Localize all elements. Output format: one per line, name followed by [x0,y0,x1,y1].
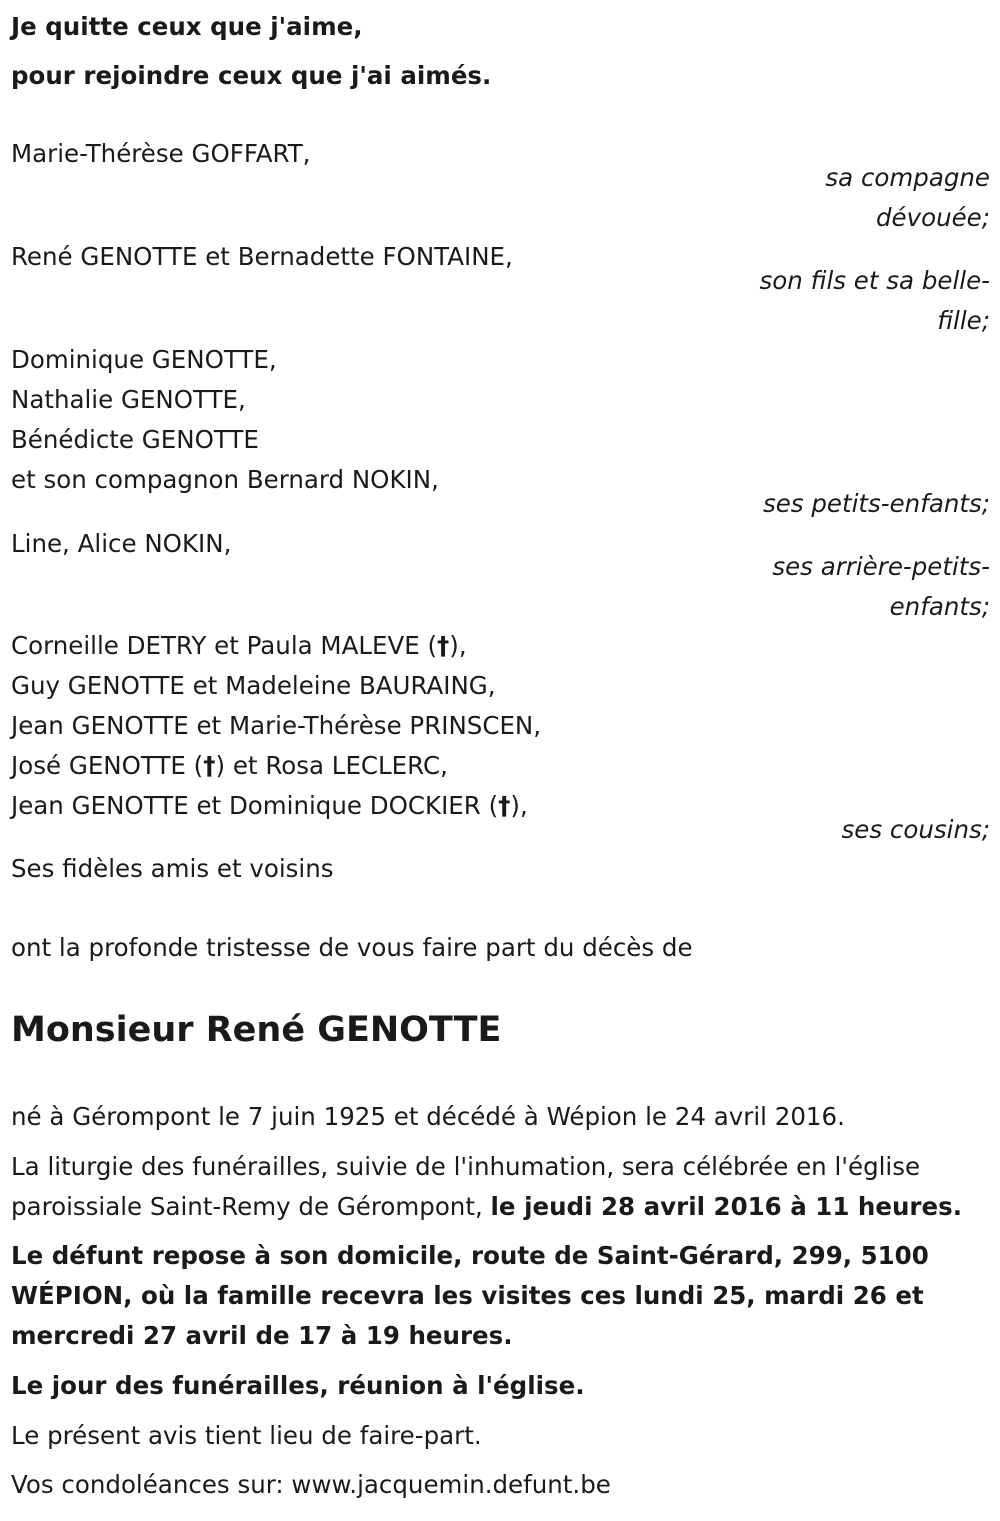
rest-line-3: mercredi 27 avril de 17 à 19 heures. [11,1321,513,1350]
grandchild-name: Bénédicte GENOTTE [11,425,259,454]
cousin-line: Jean GENOTTE et Marie-Thérèse PRINSCEN, [11,711,542,740]
condolences-line: Vos condoléances sur: www.jacquemin.defunt.be [11,1470,611,1499]
grandchild-name: Nathalie GENOTTE, [11,385,246,414]
notice-line: Le présent avis tient lieu de faire-part. [11,1421,482,1450]
funeral-datetime: le jeudi 28 avril 2016 à 11 heures. [490,1192,963,1221]
companion-name: Marie-Thérèse GOFFART, [11,139,311,168]
grandchildren-role: ses petits-enfants; [762,489,990,518]
liturgy-line-2: paroissiale Saint-Remy de Gérompont, le jeudi 28 avril 2016 à 11 heures. [11,1192,963,1221]
cousin-line: Guy GENOTTE et Madeleine BAURAING, [11,671,496,700]
cousin-line: José GENOTTE (†) et Rosa LECLERC, [11,751,448,780]
friends-line: Ses fidèles amis et voisins [11,854,334,883]
grandchild-partner: et son compagnon Bernard NOKIN, [11,465,439,494]
epigraph-line-2: pour rejoindre ceux que j'ai aimés. [11,61,492,90]
son-role-line-2: fille; [937,306,990,335]
epigraph-line-1: Je quitte ceux que j'aime, [11,12,363,41]
cross-icon: † [498,791,511,820]
meeting-line: Le jour des funérailles, réunion à l'église. [11,1371,585,1400]
cross-icon: † [437,631,450,660]
cousins-role: ses cousins; [841,815,990,844]
cousin-line: Corneille DETRY et Paula MALEVE (†), [11,631,467,660]
companion-role-line-2: dévouée; [875,203,990,232]
great-grandchildren-role-line-1: ses arrière-petits- [772,552,990,581]
companion-role-line-1: sa compagne [825,163,990,192]
great-grandchildren-name: Line, Alice NOKIN, [11,529,232,558]
liturgy-line-1: La liturgie des funérailles, suivie de l'inhumation, sera célébrée en l'église [11,1152,921,1181]
son-role-line-1: son fils et sa belle- [759,266,990,295]
announcement-text: ont la profonde tristesse de vous faire part du décès de [11,933,693,962]
rest-line-1: Le défunt repose à son domicile, route de Saint-Gérard, 299, 5100 [11,1241,929,1270]
son-name: René GENOTTE et Bernadette FONTAINE, [11,242,513,271]
rest-line-2: WÉPION, où la famille recevra les visites ces lundi 25, mardi 26 et [11,1281,924,1310]
great-grandchildren-role-line-2: enfants; [889,592,990,621]
birth-death-line: né à Gérompont le 7 juin 1925 et décédé à Wépion le 24 avril 2016. [11,1102,845,1131]
grandchild-name: Dominique GENOTTE, [11,345,277,374]
deceased-name: Monsieur René GENOTTE [11,1010,502,1050]
cross-icon: † [203,751,216,780]
cousin-line: Jean GENOTTE et Dominique DOCKIER (†), [11,791,528,820]
